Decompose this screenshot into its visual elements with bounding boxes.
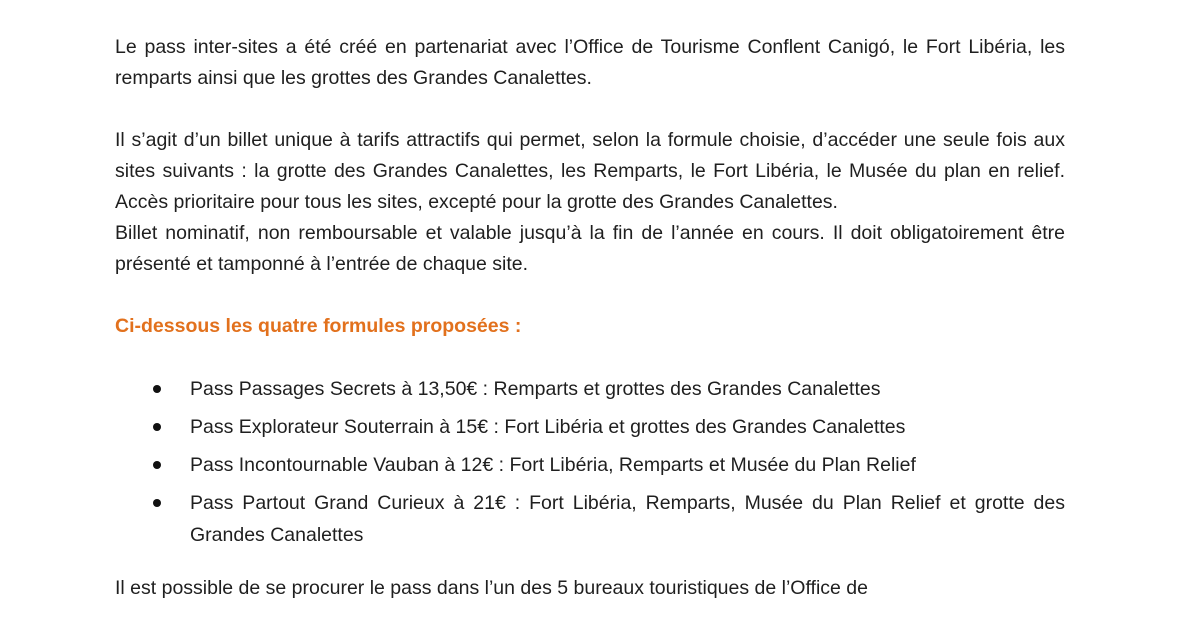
paragraph-gap (115, 557, 1065, 573)
purchase-paragraph: Il est possible de se procurer le pass dans l’un des 5 bureaux touristiques de l’Office de (115, 577, 868, 599)
formula-item (115, 487, 1065, 551)
formula-text: Pass Incontournable Vauban à 12€ : Fort Libéria, Remparts et Musée du Plan Relief (190, 454, 916, 476)
formula-item (115, 411, 1065, 443)
document-body (115, 32, 1065, 604)
formula-text: Pass Partout Grand Curieux à 21€ : Fort Libéria, Remparts, Musée du Plan Relief et grotte des Grandes Canalettes (190, 492, 1065, 546)
bullet-icon (153, 385, 161, 393)
intro-paragraph: Le pass inter-sites a été créé en partenariat avec l’Office de Tourisme Conflent Canigó, le Fort Libéria, les remparts ainsi que les grottes des Grandes Canalettes. (115, 36, 1065, 89)
formula-item (115, 449, 1065, 481)
bullet-icon (153, 461, 161, 469)
paragraph-gap (115, 342, 1065, 373)
formulas-list (115, 373, 1065, 551)
bullet-icon (153, 499, 161, 507)
paragraph-gap (115, 94, 1065, 125)
description-paragraph: Il s’agit d’un billet unique à tarifs attractifs qui permet, selon la formule choisie, d’accéder une seule fois aux sites suivants : la grotte des Grandes Canalettes, les Remparts, le Fort Libéria, le Musée du plan en relief. Accès prioritaire pour tous les sites, excepté pour la grotte des Grandes Canalettes. (115, 129, 1065, 213)
formula-item (115, 373, 1065, 405)
paragraph-gap (115, 280, 1065, 311)
formula-text: Pass Passages Secrets à 13,50€ : Remparts et grottes des Grandes Canalettes (190, 378, 881, 400)
formula-text: Pass Explorateur Souterrain à 15€ : Fort Libéria et grottes des Grandes Canalettes (190, 416, 906, 438)
formulas-heading: Ci-dessous les quatre formules proposées : (115, 315, 522, 337)
bullet-icon (153, 423, 161, 431)
conditions-paragraph: Billet nominatif, non remboursable et valable jusqu’à la fin de l’année en cours. Il doit obligatoirement être présenté et tamponné à l’entrée de chaque site. (115, 222, 1065, 275)
